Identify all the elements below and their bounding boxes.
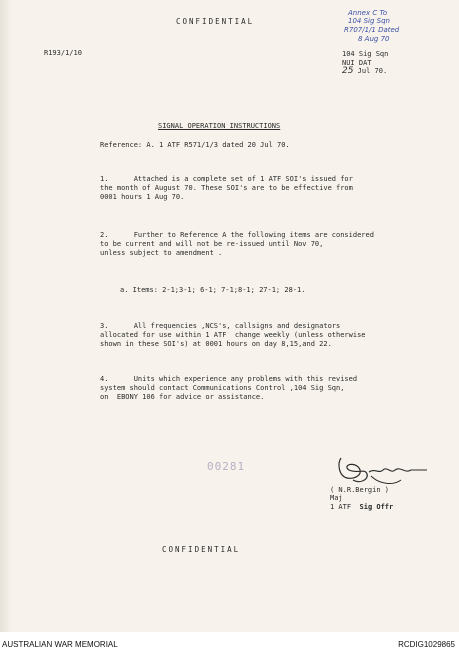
header-classification: CONFIDENTIAL bbox=[176, 17, 255, 26]
file-reference: R193/1/10 bbox=[44, 49, 82, 57]
handwritten-annotation-line-2: 104 Sig Sqn bbox=[348, 17, 390, 25]
paragraph-4-line-3: on EBONY 106 for advice or assistance. bbox=[100, 393, 265, 401]
signatory-appointment bbox=[330, 503, 393, 511]
signatory-appointment-role: Sig Offr bbox=[359, 503, 394, 511]
issue-date bbox=[342, 67, 387, 75]
handwritten-annotation-line-1: Annex C To bbox=[348, 9, 388, 17]
archive-name: AUSTRALIAN WAR MEMORIAL bbox=[2, 640, 118, 649]
handwritten-annotation-line-4: 8 Aug 70 bbox=[358, 35, 390, 43]
issue-date-rest: Jul 70. bbox=[353, 67, 388, 75]
paragraph-1-line-2: the month of August 70. These SOI's are to be effective from bbox=[100, 184, 353, 192]
handwritten-annotation-line-3: R707/1/1 Dated bbox=[344, 26, 400, 34]
registry-stamp-number: 00281 bbox=[207, 460, 246, 473]
current-items-list: a. Items: 2-1;3-1; 6-1; 7-1;8-1; 27-1; 28-1. bbox=[120, 286, 306, 294]
paragraph-1-line-1: 1. Attached is a complete set of 1 ATF SOI's issued for bbox=[100, 175, 353, 183]
paragraph-4-line-2: system should contact Communications Control ,104 Sig Sqn, bbox=[100, 384, 345, 392]
archive-footer bbox=[0, 632, 459, 654]
paragraph-3-line-1: 3. All frequencies ,NCS's, callsigns and designators bbox=[100, 322, 341, 330]
footer-classification: CONFIDENTIAL bbox=[162, 545, 241, 554]
paragraph-1-line-3: 0001 hours 1 Aug 70. bbox=[100, 193, 185, 201]
paragraph-4-line-1: 4. Units which experience any problems with this revised bbox=[100, 375, 358, 383]
reference-line: Reference: A. 1 ATF R571/1/3 dated 20 Jul 70. bbox=[100, 141, 290, 149]
paragraph-3-line-3: shown in these SOI's) at 0001 hours on day 8,15,and 22. bbox=[100, 340, 332, 348]
signatory-appointment-unit: 1 ATF bbox=[330, 503, 352, 511]
archive-record-id: RCDIG1029865 bbox=[398, 640, 455, 649]
page-edge-shadow bbox=[0, 0, 12, 632]
document-title: SIGNAL OPERATION INSTRUCTIONS bbox=[158, 122, 281, 130]
handwritten-signature bbox=[335, 450, 430, 490]
paragraph-2-line-1: 2. Further to Reference A the following items are considered bbox=[100, 231, 374, 239]
issuing-unit: 104 Sig Sqn bbox=[342, 50, 389, 58]
paragraph-2-line-3: unless subject to amendment . bbox=[100, 249, 223, 257]
paragraph-2-line-2: to be current and will not be re-issued until Nov 70, bbox=[100, 240, 324, 248]
issue-date-day: 25 bbox=[342, 66, 354, 76]
issuing-location: NUI DAT bbox=[342, 59, 372, 67]
paragraph-3-line-2: allocated for use within 1 ATF change weekly (unless otherwise bbox=[100, 331, 366, 339]
signatory-rank: Maj bbox=[330, 494, 343, 502]
signatory-name: ( N.R.Bergin ) bbox=[330, 486, 390, 494]
